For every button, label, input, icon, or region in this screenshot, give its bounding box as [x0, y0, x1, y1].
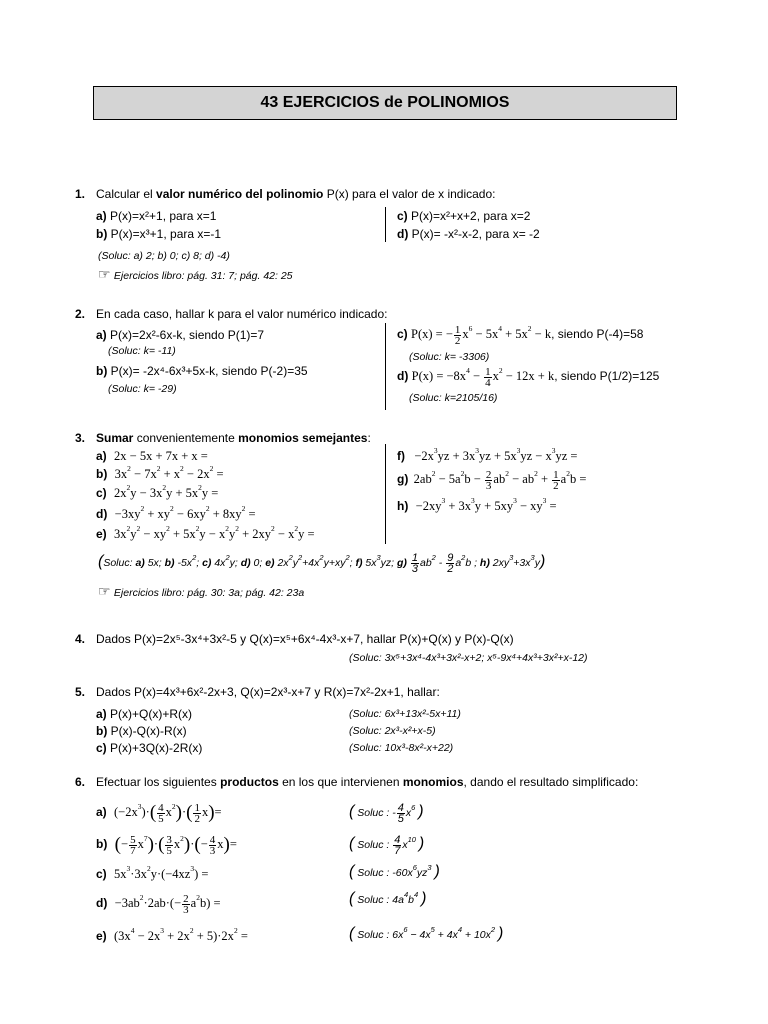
item-a: a) P(x)=2x²-6x-k, siendo P(1)=7: [96, 328, 265, 342]
item-d: $d) -3ab^2\cdot 2ab\cdot(-$ $\frac{2}{3}$ $a^2b$) =: [96, 892, 221, 916]
item-f: $f) -2x^3yz + 3x^3yz + 5x^3yz - x^3yz$ =: [397, 446, 578, 463]
book-reference: ☞ Ejercicios libro: pág. 30: 3a; pág. 42: 23a: [98, 583, 305, 599]
book-reference: ☞ Ejercicios libro: pág. 31: 7; pág. 42: 25: [98, 266, 293, 282]
solution-c: ( Soluc : $-60x^6yz^3$ ): [349, 863, 440, 880]
column-divider: [385, 444, 386, 544]
item-c: c) P(x)=x²+x+2, para x=2: [397, 209, 531, 223]
solution-a: (Soluc: 6x³+13x²-5x+11): [349, 708, 461, 720]
solution: (Soluc: 3x⁵+3x⁴-4x³+3x²-x+2; x⁵-9x⁴+4x³+3x²+x-12): [349, 652, 588, 664]
item-c: c) $2x^2y - 3x^2y + 5x^2y$ =: [96, 483, 219, 500]
pointing-hand-icon: ☞: [98, 583, 111, 599]
item-e: e) $(3x^4 - 2x^3 + 2x^2 + 5)\cdot 2x^2$ =: [96, 926, 248, 943]
exercise-number: 3.: [75, 431, 86, 445]
exercise-statement: En cada caso, hallar k para el valor numérico indicado:: [96, 307, 388, 321]
exercise-statement: Calcular el valor numérico del polinomio P(x) para el valor de x indicado:: [96, 187, 496, 201]
formula: P(x) = − $\frac{1}{2}$ $x^6 - 5x^4 + 5x^2 - k$: [411, 323, 552, 347]
pointing-hand-icon: ☞: [98, 266, 111, 282]
exercise-statement: Efectuar los siguientes productos en los que intervienen monomios, dando el resultado simplificado:: [96, 775, 639, 789]
item-b: b) P(x)=x³+1, para x=-1: [96, 227, 222, 241]
item-b: b) P(x)= -2x⁴-6x³+5x-k, siendo P(-2)=35: [96, 364, 308, 378]
exercise-number: 6.: [75, 775, 86, 789]
solution-a: (Soluc: k= -11): [108, 345, 176, 357]
formula: $P(x) = -8x^4$ − $\frac{1}{4}$ $x^2 - 12x + k$: [411, 365, 555, 389]
solution: (Soluc: a) 5x; b) $-5x^2$; c) $4x^2y$; d) 0; e) $2x^2y^2+4x^2y+xy^2$; f) $5x^3yz$; g) $\frac{1}{3}$ $ab^2$ - $\frac{9}{2}$ $a^2b$ ; h) $2xy^3+3x^3y$): [98, 551, 546, 575]
item-a: a) P(x)+Q(x)+R(x): [96, 707, 193, 721]
solution: (Soluc: a) 2; b) 0; c) 8; d) -4): [98, 250, 230, 262]
item-b: b) $3x^2 - 7x^2 + x^2 - 2x^2$ =: [96, 464, 224, 481]
exercise-number: 4.: [75, 632, 86, 646]
item-d: d) $P(x) = -8x^4$ − $\frac{1}{4}$ $x^2 - 12x + k$, siendo P(1/2)=125: [397, 365, 660, 389]
exercise-statement: Sumar convenientemente monomios semejantes:: [96, 431, 371, 445]
solution-d: (Soluc: k=2105/16): [409, 392, 498, 404]
item-c: c) P(x)+3Q(x)-2R(x): [96, 741, 203, 755]
item-b: b) P(x)-Q(x)-R(x): [96, 724, 187, 738]
solution-e: ( Soluc : $6x^6 - 4x^5 + 4x^4 + 10x^2$ ): [349, 925, 504, 942]
item-c: c) P(x) = − $\frac{1}{2}$ $x^6 - 5x^4 + 5x^2 - k$, siendo P(-4)=58: [397, 323, 644, 347]
item-a: a) $(-2x^3)\cdot$( $\frac{4}{5}$ $x^2)\cdot$( $\frac{1}{2}$ x)=: [96, 801, 222, 825]
item-g: g) $2ab^2 - 5a^2b$ − $\frac{2}{3}$ $ab^2 - ab^2$ + $\frac{1}{2}$ $a^2b$ =: [397, 468, 587, 492]
solution-a: ( Soluc : - $\frac{4}{5}$ $x^6$ ): [349, 801, 424, 825]
solution-b: (Soluc: k= -29): [108, 383, 177, 395]
item-b: b) (− $\frac{5}{7}$ $x^7)\cdot$( $\frac{3}{5}$ $x^2)\cdot(-$ $\frac{4}{3}$ x)=: [96, 833, 237, 857]
solution-d: ( Soluc : $4a^4b^4$ ): [349, 890, 427, 907]
solution-c: (Soluc: 10x³-8x²-x+22): [349, 742, 454, 754]
page-title: 43 EJERCICIOS de POLINOMIOS: [93, 86, 677, 120]
item-a: a) P(x)=x²+1, para x=1: [96, 209, 217, 223]
item-e: e) $3x^2y^2 - xy^2 + 5x^2y - x^2y^2 + 2xy^2 - x^2y$ =: [96, 524, 315, 541]
column-divider: [385, 323, 386, 410]
exercise-statement: Dados P(x)=4x³+6x²-2x+3, Q(x)=2x³-x+7 y R(x)=7x²-2x+1, hallar:: [96, 685, 440, 699]
exercise-number: 1.: [75, 187, 86, 201]
item-a: a) 2x − 5x + 7x + x =: [96, 449, 208, 463]
item-c: c) $5x^3\cdot 3x^2y\cdot(-4xz^3)$ =: [96, 864, 209, 881]
exercise-statement: Dados P(x)=2x⁵-3x⁴+3x²-5 y Q(x)=x⁵+6x⁴-4x³-x+7, hallar P(x)+Q(x) y P(x)-Q(x): [96, 632, 514, 646]
solution-c: (Soluc: k= -3306): [409, 351, 490, 363]
item-d: $d) -3xy^2 + xy^2 - 6xy^2 + 8xy^2$ =: [96, 504, 256, 521]
exercise-number: 2.: [75, 307, 86, 321]
item-d: d) P(x)= -x²-x-2, para x= -2: [397, 227, 540, 241]
solution-b: ( Soluc : $\frac{4}{7}$ $x^{10}$ ): [349, 833, 425, 857]
item-h: $h) -2xy^3 + 3x^3y + 5xy^3 - xy^3$ =: [397, 496, 557, 513]
solution-b: (Soluc: 2x³-x²+x-5): [349, 725, 436, 737]
exercise-number: 5.: [75, 685, 86, 699]
column-divider: [385, 207, 386, 242]
